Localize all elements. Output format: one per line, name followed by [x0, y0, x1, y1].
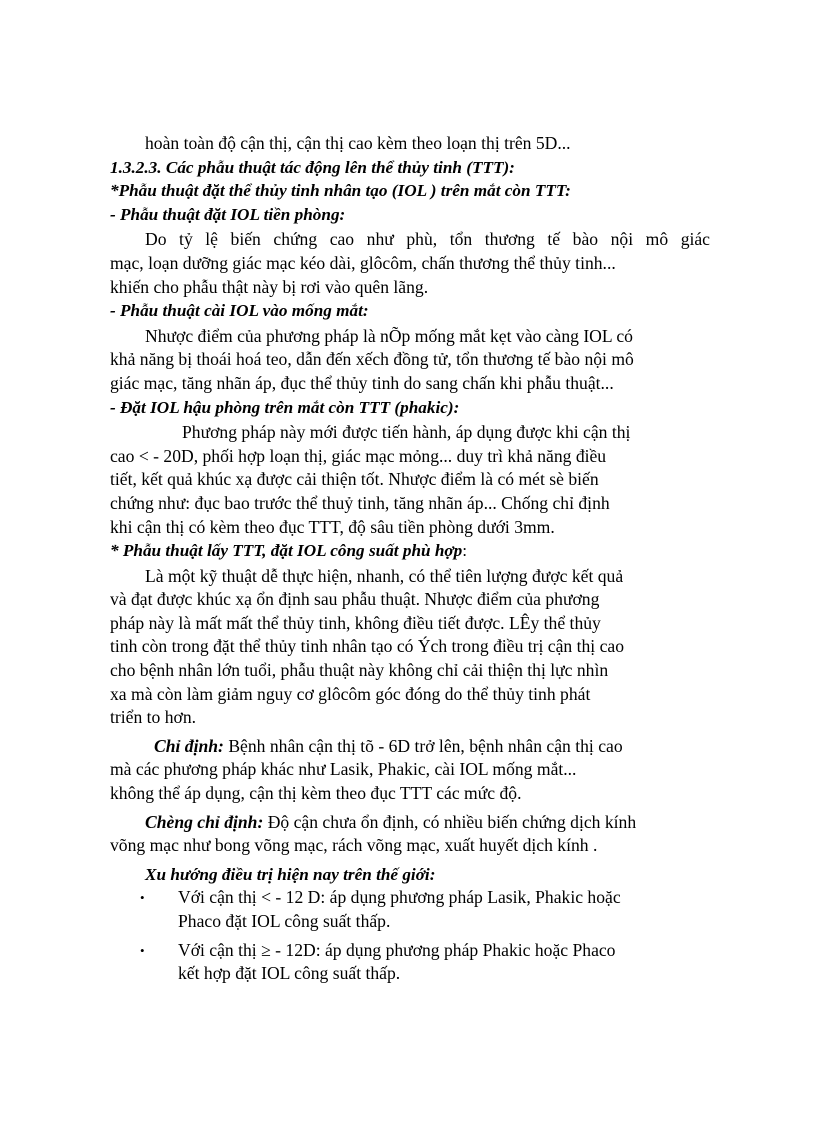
indication-label: Chỉ định:: [154, 735, 224, 756]
heading-text: * Phẫu thuật lấy TTT, đặt IOL công suất phù hợp: [110, 541, 463, 561]
text-line: giác mạc, tăng nhãn áp, đục thể thủy tinh do sang chấn khi phẫu thuật...: [110, 372, 614, 393]
text-line: khiến cho phẫu thật này bị rơi vào quên lãng.: [110, 276, 429, 297]
bullet-item: [110, 886, 710, 933]
text-line: Do tỷ lệ biến chứng cao như phù, tổn thương tế bào nội mô giác: [145, 229, 710, 250]
bullet-text: Với cận thị < - 12 D: áp dụng phương pháp Lasik, Phakic hoặc: [178, 887, 621, 908]
subsection-heading: - Đặt IOL hậu phòng trên mắt còn TTT (phakic):: [110, 397, 460, 417]
subsection-heading: - Phẫu thuật đặt IOL tiền phòng:: [110, 204, 346, 224]
bullet-icon: •: [140, 890, 145, 906]
text-line: hoàn toàn độ cận thị, cận thị cao kèm theo loạn thị trên 5D...: [145, 133, 571, 153]
heading-colon: :: [462, 541, 468, 561]
subsection-heading: *Phẫu thuật đặt thể thủy tinh nhân tạo (IOL ) trên mắt còn TTT:: [110, 181, 571, 201]
text-line: Nhược điểm của phương pháp là nÕp mống mắt kẹt vào càng IOL có: [145, 325, 633, 346]
bullet-icon: •: [140, 942, 145, 958]
contraindication-line: [110, 811, 710, 835]
contraindication-text: Độ cận chưa ổn định, có nhiều biến chứng dịch kính: [263, 811, 637, 832]
subsection-heading: [110, 539, 710, 563]
subsection-heading: - Phẫu thuật cài IOL vào mống mắt:: [110, 301, 369, 321]
text-line: không thể áp dụng, cận thị kèm theo đục TTT các mức độ.: [110, 783, 522, 804]
subsection-heading: Xu hướng điều trị hiện nay trên thế giới:: [145, 864, 436, 884]
bullet-text: kết hợp đặt IOL công suất thấp.: [178, 963, 401, 984]
bullet-text: Phaco đặt IOL công suất thấp.: [178, 911, 391, 931]
bullet-text: Với cận thị ≥ - 12D: áp dụng phương pháp Phakic hoặc Phaco: [178, 939, 616, 960]
text-line: võng mạc như bong võng mạc, rách võng mạc, xuất huyết dịch kính .: [110, 835, 598, 856]
text-line: tiết, kết quả khúc xạ được cải thiện tốt. Nhược điểm là có mét sè biến: [110, 469, 599, 490]
indication-line: [110, 735, 710, 759]
text-line: tinh còn trong đặt thể thủy tinh nhân tạo có Ých trong điều trị cận thị cao: [110, 636, 624, 657]
text-line: chứng như: đục bao trước thể thuỷ tinh, tăng nhãn áp... Chống chỉ định: [110, 492, 610, 513]
text-line: pháp này là mất mất thể thủy tinh, không điều tiết được. LÊy thể thủy: [110, 612, 601, 633]
text-line: và đạt được khúc xạ ổn định sau phẫu thuật. Nhược điểm của phương: [110, 589, 600, 610]
text-line: Là một kỹ thuật dễ thực hiện, nhanh, có thể tiên lượng được kết quả: [145, 565, 624, 586]
text-line: cho bệnh nhân lớn tuổi, phẫu thuật này không chỉ cải thiện thị lực nhìn: [110, 660, 609, 681]
text-line: khi cận thị có kèm theo đục TTT, độ sâu tiền phòng dưới 3mm.: [110, 516, 555, 537]
text-line: xa mà còn làm giảm nguy cơ glôcôm góc đóng do thể thủy tinh phát: [110, 683, 591, 704]
text-line: khả năng bị thoái hoá teo, dẫn đến xếch đồng tử, tổn thương tế bào nội mô: [110, 349, 634, 370]
text-line: mà các phương pháp khác như Lasik, Phakic, cài IOL mống mắt...: [110, 759, 577, 780]
text-line: mạc, loạn dưỡng giác mạc kéo dài, glôcôm, chấn thương thể thủy tinh...: [110, 252, 616, 273]
page-content: [110, 132, 710, 986]
section-heading: 1.3.2.3. Các phẫu thuật tác động lên thể thủy tinh (TTT):: [110, 157, 515, 177]
text-line: Phương pháp này mới được tiến hành, áp dụng được khi cận thị: [182, 422, 631, 443]
text-line: triển to hơn.: [110, 707, 197, 728]
indication-text: Bệnh nhân cận thị tõ - 6D trở lên, bệnh nhân cận thị cao: [223, 735, 623, 756]
contraindication-label: Chèng chỉ định:: [145, 811, 264, 832]
bullet-item: [110, 939, 710, 986]
text-line: cao < - 20D, phối hợp loạn thị, giác mạc mỏng... duy trì khả năng điều: [110, 445, 607, 466]
